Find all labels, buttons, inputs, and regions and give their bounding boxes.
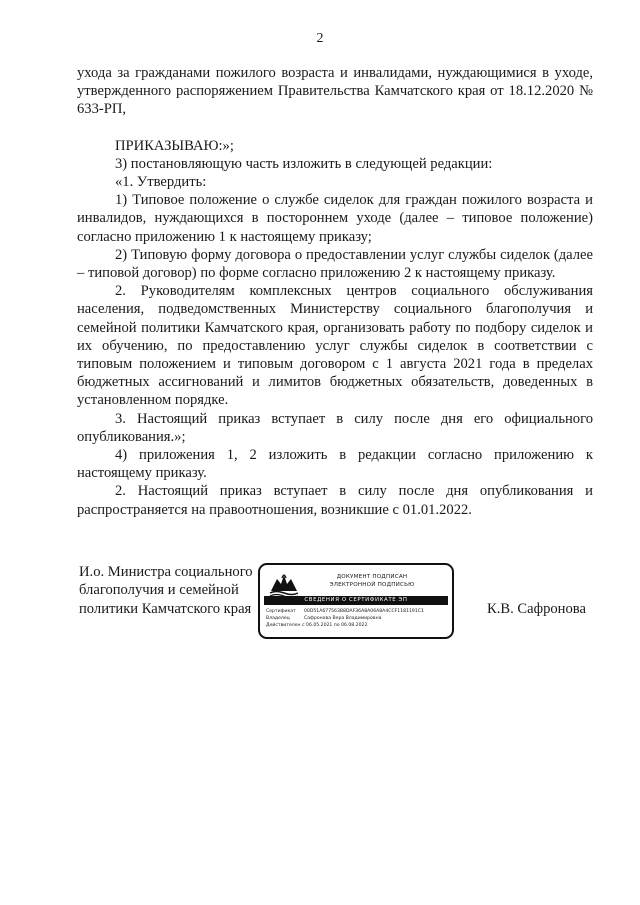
stamp-row-key: Сертификат xyxy=(266,609,296,614)
signatory-name: К.В. Сафронова xyxy=(487,601,586,617)
stamp-title-line: ЭЛЕКТРОННОЙ ПОДПИСЬЮ xyxy=(329,582,415,588)
signatory-position xyxy=(79,563,269,618)
document-body xyxy=(77,64,593,519)
paragraph: 2. Руководителям комплексных центров социального обслуживания населения, подведомственных Министерству социального благополучия и семейной политики Камчатского края, организовать работу по подбору сиделок и их обучению, по предоставлению услуг службы сиделок в соответствии с типовым положением и типовым договором с 1 августа 2021 года в пределах бюджетных ассигнований и лимитов бюджетных обязательств, доведенных в установленном порядке. xyxy=(77,283,593,409)
stamp-title xyxy=(312,573,432,589)
stamp-row-value: 06.05.2021 по 06.08.2022 xyxy=(306,623,368,628)
stamp-row-value: 00D51A677563B8DAF36A8A06A8A4CCF1181191C1 xyxy=(304,609,424,614)
signatory-position-line: благополучия и семейной xyxy=(79,582,239,599)
stamp-certificate-header: СВЕДЕНИЯ О СЕРТИФИКАТЕ ЭП xyxy=(264,596,448,605)
stamp-row-key: Действителен с xyxy=(266,623,305,628)
paragraph: 1) Типовое положение о службе сиделок для граждан пожилого возраста и инвалидов, нуждающихся в постороннем уходе (далее – типовое положение) согласно приложению 1 к настоящему приказу; xyxy=(77,192,593,245)
page-number: 2 xyxy=(316,31,324,46)
paragraph: 3) постановляющую часть изложить в следующей редакции: xyxy=(115,155,493,172)
signatory-position-line: политики Камчатского края xyxy=(79,600,252,617)
stamp-row-key: Владелец xyxy=(266,616,290,621)
paragraph: «1. Утвердить: xyxy=(115,174,207,191)
paragraph: ухода за гражданами пожилого возраста и инвалидами, нуждающимися в уходе, утвержденного распоряжением Правительства Камчатского края от 18.12.2020 № 633-РП, xyxy=(77,65,593,118)
paragraph: 4) приложения 1, 2 изложить в редакции согласно приложению к настоящему приказу. xyxy=(77,447,593,482)
electronic-signature-stamp xyxy=(258,563,454,639)
signatory-position-line: И.о. Министра социального xyxy=(79,564,253,580)
paragraph-spacer xyxy=(77,119,593,137)
stamp-row-certificate xyxy=(266,608,424,615)
kamchatka-coat-of-arms-icon xyxy=(268,569,300,599)
paragraph: 2. Настоящий приказ вступает в силу после дня опубликования и распространяется на правоотношения, возникшие с 01.01.2022. xyxy=(77,483,593,518)
stamp-row-value: Сафронова Вера Владимировна xyxy=(304,616,382,621)
paragraph: 3. Настоящий приказ вступает в силу после дня его официального опубликования.»; xyxy=(77,410,593,445)
paragraph: ПРИКАЗЫВАЮ:»; xyxy=(115,137,234,154)
paragraph: 2) Типовую форму договора о предоставлении услуг службы сиделок (далее – типовой договор) по форме согласно приложению 2 к настоящему приказу. xyxy=(77,246,593,282)
stamp-row-validity xyxy=(266,622,367,629)
stamp-row-owner xyxy=(266,615,381,622)
stamp-title-line: ДОКУМЕНТ ПОДПИСАН xyxy=(336,574,408,580)
